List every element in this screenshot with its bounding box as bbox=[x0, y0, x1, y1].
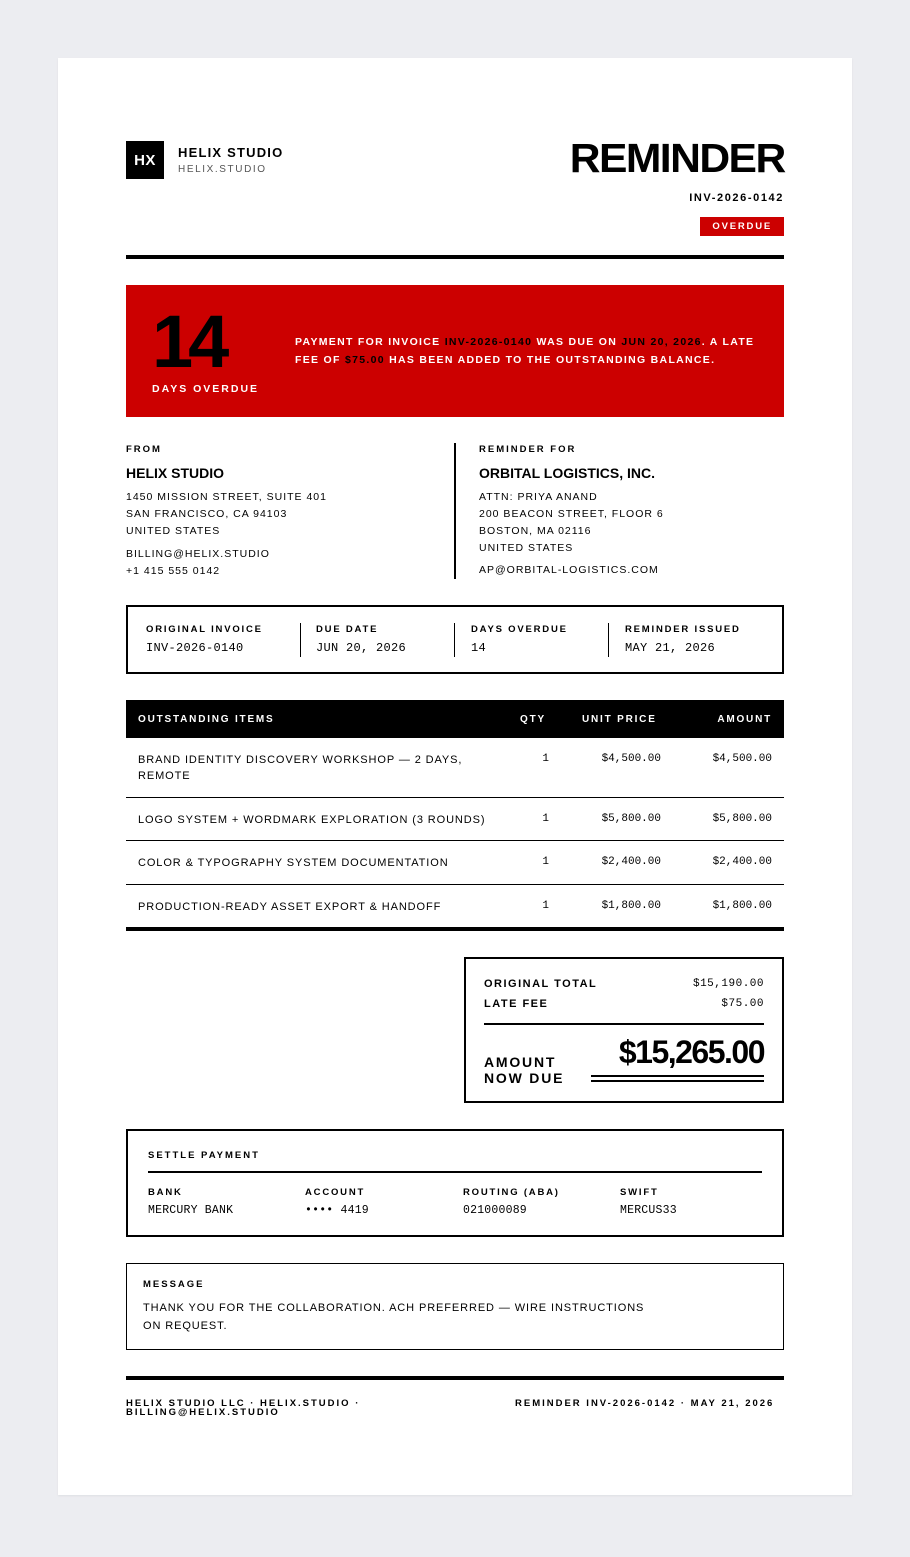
document-title: REMINDER bbox=[570, 135, 785, 181]
original-total-value: $15,190.00 bbox=[692, 978, 764, 990]
late-fee-value: $75.00 bbox=[721, 998, 764, 1010]
from-address: 1450 MISSION STREET, SUITE 401 SAN FRANCISCO, CA 94103 UNITED STATES bbox=[126, 491, 327, 537]
payment-box bbox=[126, 1129, 784, 1237]
payment-account: ACCOUNT •••• 4419 bbox=[305, 1187, 369, 1217]
info-reminder-issued: REMINDER ISSUED MAY 21, 2026 bbox=[625, 624, 741, 655]
info-days-overdue: DAYS OVERDUE 14 bbox=[471, 624, 568, 655]
overdue-message: PAYMENT FOR INVOICE INV-2026-0140 WAS DUE ON JUN 20, 2026. A LATE FEE OF $75.00 HAS BEEN ADDED TO THE OUTSTANDING BALANCE. bbox=[295, 336, 755, 366]
status-badge: OVERDUE bbox=[700, 217, 784, 236]
footer-right: REMINDER INV-2026-0142 · MAY 21, 2026 bbox=[515, 1398, 775, 1409]
banner-invoice-ref: INV-2026-0140 bbox=[444, 336, 533, 348]
table-row: LOGO SYSTEM + WORDMARK EXPLORATION (3 ROUNDS) 1 $5,800.00 $5,800.00 bbox=[126, 798, 784, 841]
footer-left: HELIX STUDIO LLC · HELIX.STUDIO · BILLING@HELIX.STUDIO bbox=[126, 1398, 361, 1418]
to-email[interactable]: AP@ORBITAL-LOGISTICS.COM bbox=[479, 564, 659, 576]
banner-due-date: JUN 20, 2026 bbox=[621, 336, 702, 348]
message-label: MESSAGE bbox=[143, 1279, 205, 1290]
from-name: HELIX STUDIO bbox=[126, 465, 225, 481]
table-row: PRODUCTION-READY ASSET EXPORT & HANDOFF 1 $1,800.00 $1,800.00 bbox=[138, 900, 772, 913]
col-unit-price: UNIT PRICE bbox=[582, 714, 657, 725]
totals-box bbox=[464, 957, 784, 1103]
party-divider bbox=[454, 443, 456, 579]
from-contact bbox=[126, 546, 270, 580]
to-label: REMINDER FOR bbox=[479, 444, 577, 455]
brand-logo: HX bbox=[126, 141, 164, 179]
from-email[interactable]: BILLING@HELIX.STUDIO bbox=[126, 548, 270, 560]
from-phone[interactable]: +1 415 555 0142 bbox=[126, 565, 221, 577]
days-overdue-label: DAYS OVERDUE bbox=[152, 383, 260, 395]
items-table-header bbox=[126, 700, 784, 738]
payment-swift: SWIFT MERCUS33 bbox=[620, 1187, 677, 1217]
table-row: COLOR & TYPOGRAPHY SYSTEM DOCUMENTATION 1 $2,400.00 $2,400.00 bbox=[126, 841, 784, 885]
info-original-invoice: ORIGINAL INVOICE INV-2026-0140 bbox=[146, 624, 263, 655]
days-overdue-number: 14 bbox=[152, 300, 225, 383]
message-box bbox=[126, 1263, 784, 1350]
info-due-date: DUE DATE JUN 20, 2026 bbox=[316, 624, 407, 655]
footer-divider bbox=[126, 1376, 784, 1380]
amount-due-label: AMOUNT NOW DUE bbox=[484, 1054, 565, 1086]
col-amount: AMOUNT bbox=[717, 714, 772, 725]
overdue-banner bbox=[126, 285, 784, 417]
invoice-sheet bbox=[58, 58, 852, 1495]
payment-routing: ROUTING (ABA) 021000089 bbox=[463, 1187, 560, 1217]
brand-domain: HELIX.STUDIO bbox=[178, 164, 267, 175]
late-fee-label: LATE FEE bbox=[484, 998, 549, 1010]
to-name: ORBITAL LOGISTICS, INC. bbox=[479, 465, 656, 481]
to-address: ATTN: PRIYA ANAND 200 BEACON STREET, FLOOR 6 BOSTON, MA 02116 UNITED STATES bbox=[479, 491, 664, 554]
original-total-label: ORIGINAL TOTAL bbox=[484, 978, 598, 990]
amount-due-value: $15,265.00 bbox=[618, 1034, 764, 1070]
header-divider bbox=[126, 255, 784, 259]
table-bottom-rule bbox=[126, 927, 784, 931]
banner-late-fee: $75.00 bbox=[344, 354, 385, 366]
payment-title: SETTLE PAYMENT bbox=[148, 1150, 260, 1161]
payment-bank: BANK MERCURY BANK bbox=[148, 1187, 234, 1217]
invoice-summary-box bbox=[126, 605, 784, 674]
col-items: OUTSTANDING ITEMS bbox=[138, 714, 275, 725]
col-qty: QTY bbox=[520, 714, 546, 725]
brand-name: HELIX STUDIO bbox=[178, 145, 284, 160]
table-row: BRAND IDENTITY DISCOVERY WORKSHOP — 2 DAYS, REMOTE 1 $4,500.00 $4,500.00 bbox=[126, 738, 784, 798]
message-text: THANK YOU FOR THE COLLABORATION. ACH PREFERRED — WIRE INSTRUCTIONS ON REQUEST. bbox=[143, 1302, 645, 1332]
document-number: INV-2026-0142 bbox=[689, 192, 784, 204]
from-label: FROM bbox=[126, 444, 162, 455]
